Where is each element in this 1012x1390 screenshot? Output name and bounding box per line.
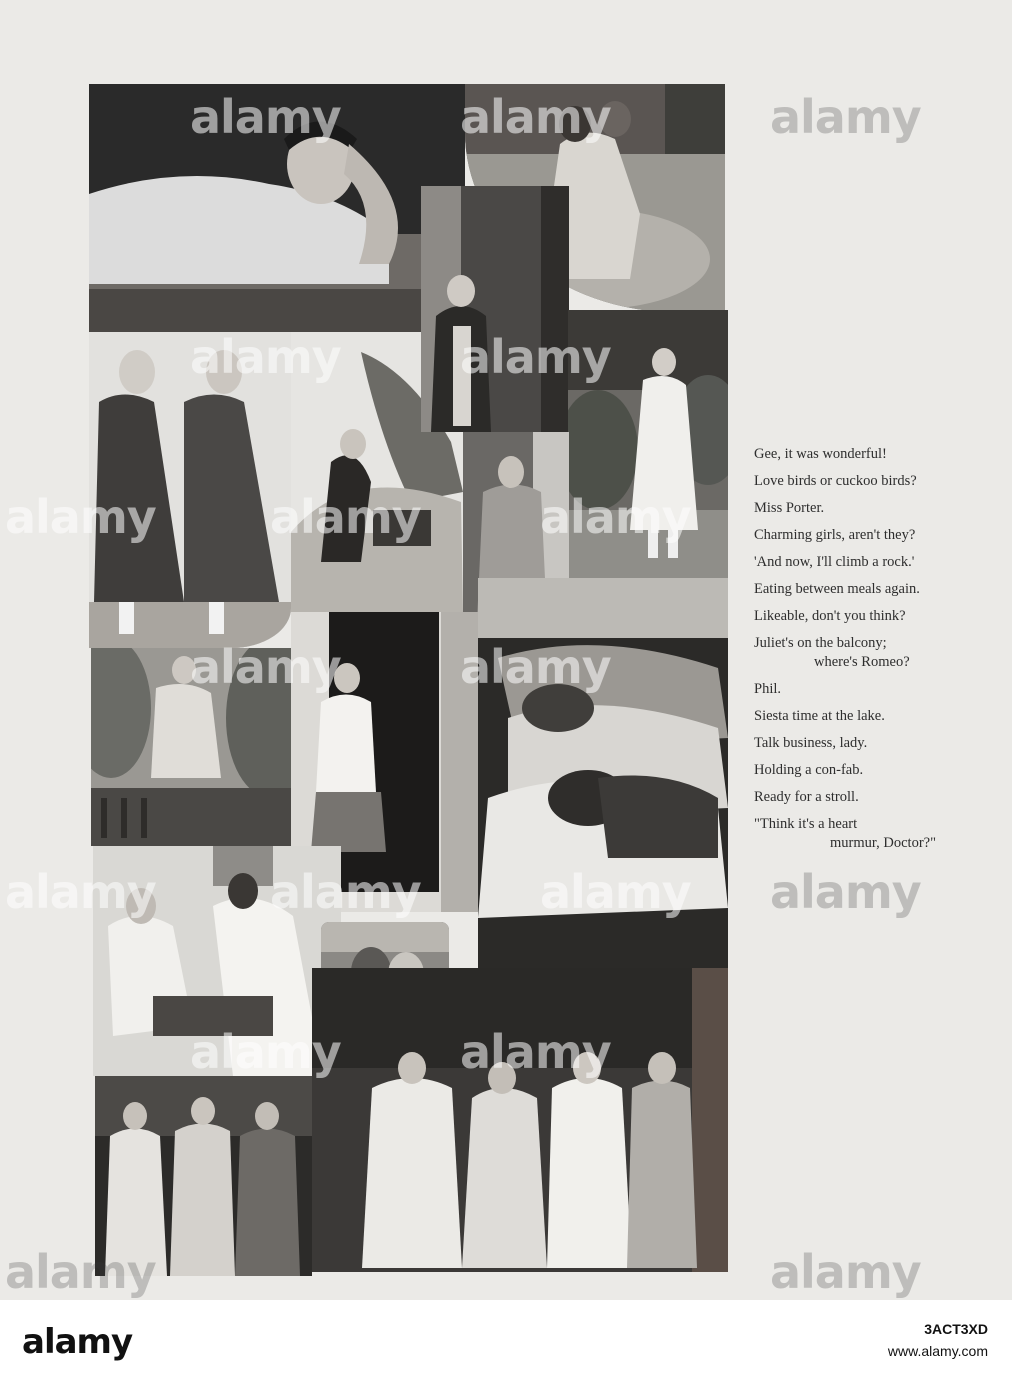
watermark: alamy (770, 90, 921, 144)
photo-miss-porter (421, 186, 569, 432)
site-url: www.alamy.com (887, 1343, 988, 1359)
watermark: alamy (190, 90, 341, 144)
watermark: alamy (5, 865, 156, 919)
photo-girl-on-balcony (91, 648, 291, 846)
caption-12: Holding a con-fab. (754, 762, 864, 778)
watermark: alamy (540, 865, 691, 919)
caption-10: Siesta time at the lake. (754, 708, 885, 724)
watermark: alamy (5, 1245, 156, 1299)
photo-talk-business (93, 846, 341, 1076)
caption-11: Talk business, lady. (754, 735, 868, 751)
caption-6: Eating between meals again. (754, 581, 920, 597)
caption-14-line-2: murmur, Doctor?" (830, 835, 937, 851)
photo-ready-for-a-stroll (95, 1076, 312, 1276)
watermark: alamy (460, 640, 611, 694)
caption-4: Charming girls, aren't they? (754, 527, 916, 543)
image-id: 3ACT3XD (924, 1321, 988, 1337)
watermark: alamy (190, 640, 341, 694)
watermark: alamy (770, 1245, 921, 1299)
caption-14-line-1: "Think it's a heart (754, 816, 858, 832)
caption-8-line-2: where's Romeo? (814, 654, 910, 670)
footer-bar (0, 1300, 1012, 1390)
caption-7: Likeable, don't you think? (754, 608, 906, 624)
watermark: alamy (460, 90, 611, 144)
photo-nurse-lying-on-bed (89, 84, 465, 332)
photo-two-nurses-in-capes (89, 332, 291, 648)
watermark: alamy (270, 865, 421, 919)
photo-siesta-time (478, 578, 728, 968)
watermark: alamy (190, 330, 341, 384)
caption-1: Gee, it was wonderful! (754, 446, 887, 462)
alamy-logo: alamy (22, 1322, 133, 1362)
caption-3: Miss Porter. (754, 500, 825, 516)
caption-2: Love birds or cuckoo birds? (754, 473, 917, 489)
watermark: alamy (460, 330, 611, 384)
caption-8-line-1: Juliet's on the balcony; (754, 635, 887, 651)
photo-nurse-in-white-uniform (568, 310, 728, 578)
caption-13: Ready for a stroll. (754, 789, 859, 805)
watermark: alamy (5, 490, 156, 544)
watermark: alamy (460, 1025, 611, 1079)
footer-meta (888, 1318, 988, 1362)
watermark: alamy (190, 1025, 341, 1079)
watermark: alamy (270, 490, 421, 544)
watermark: alamy (540, 490, 691, 544)
photo-group-heart-murmur (312, 968, 728, 1272)
caption-5: 'And now, I'll climb a rock.' (754, 554, 915, 570)
caption-9: Phil. (754, 681, 781, 697)
caption-list (754, 441, 994, 857)
watermark: alamy (770, 865, 921, 919)
